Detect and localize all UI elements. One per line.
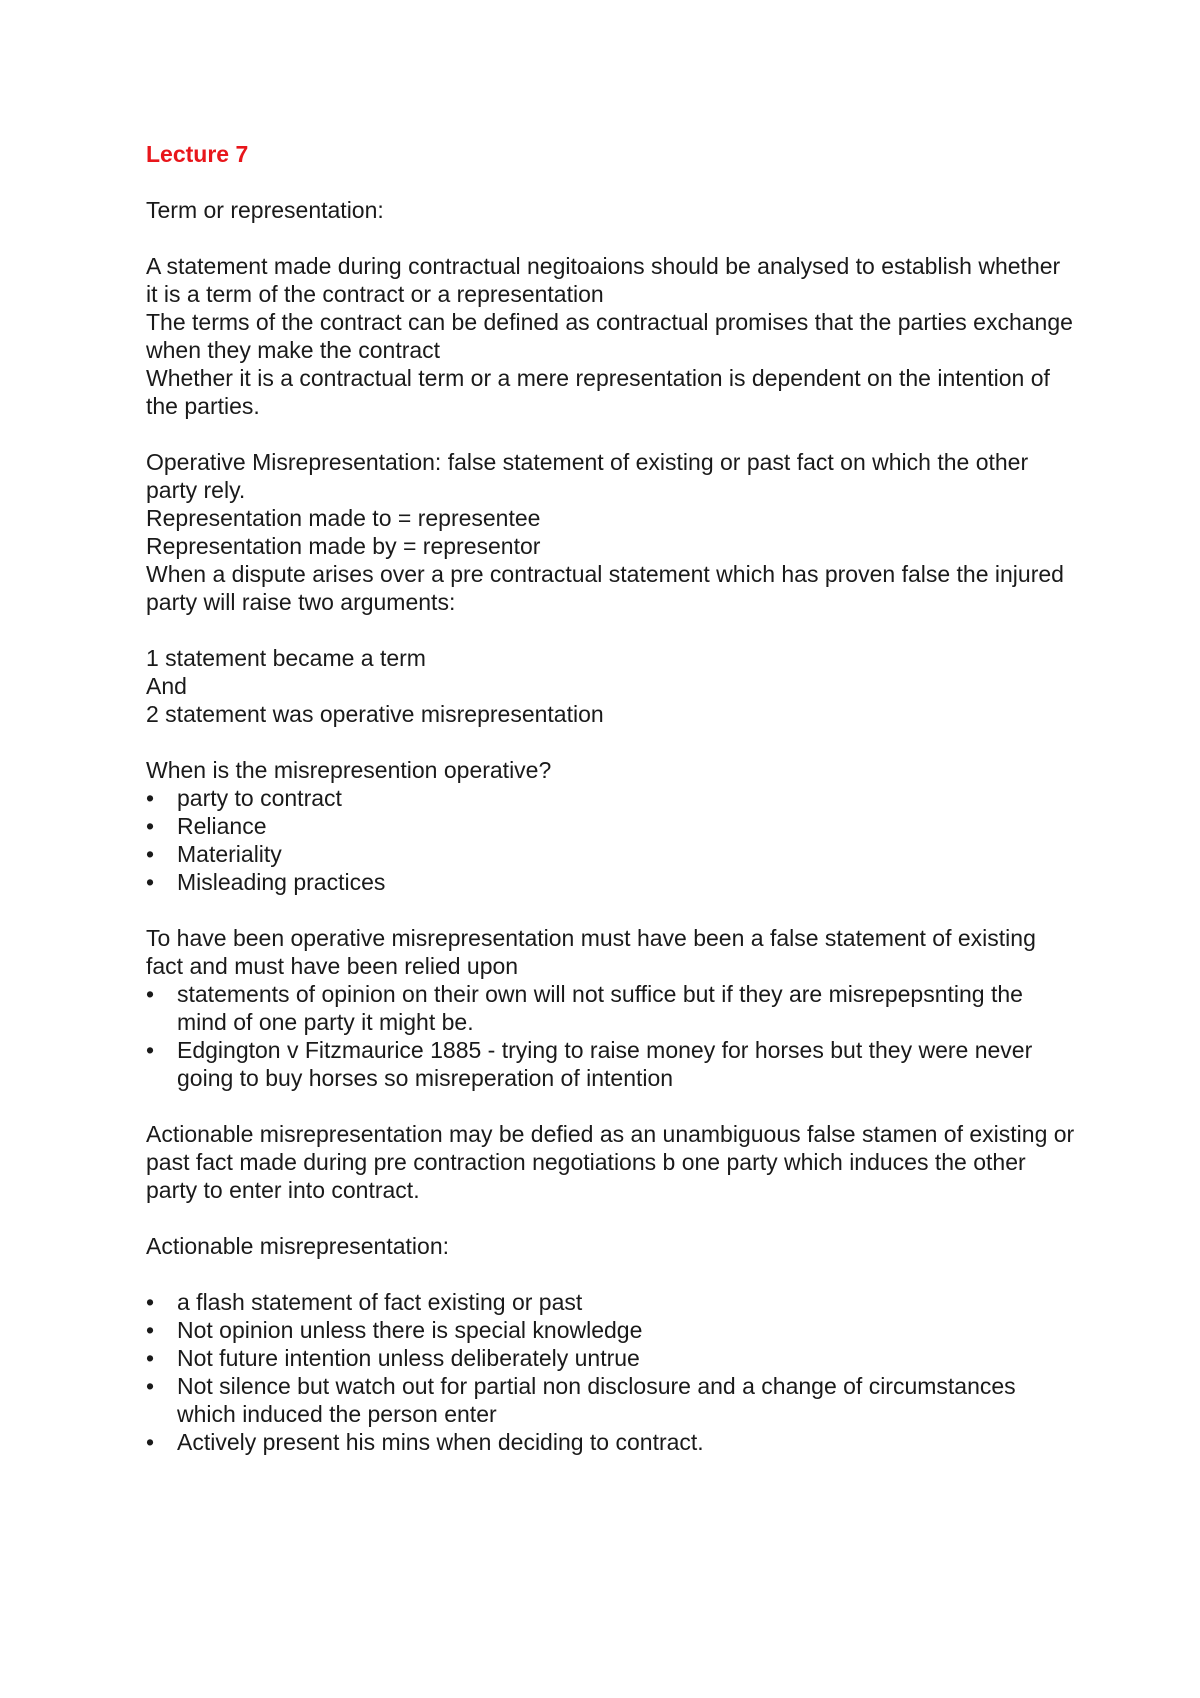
list-item: • a flash statement of fact existing or past <box>146 1288 1076 1316</box>
spacer <box>146 728 1076 756</box>
paragraph-line: To have been operative misrepresentation must have been a false statement of existing fact and must have been relied upon <box>146 925 1036 979</box>
paragraph-line: A statement made during contractual negitoaions should be analysed to establish whether it is a term of the contract or a representation <box>146 253 1061 307</box>
list-item: • Not future intention unless deliberately untrue <box>146 1344 1076 1372</box>
argument-line: 1 statement became a term <box>146 645 426 671</box>
paragraph-line: Representation made to = representee <box>146 505 541 531</box>
list-item: • Not silence but watch out for partial non disclosure and a change of circumstances which induced the person enter <box>146 1372 1076 1428</box>
list-item: • party to contract <box>146 784 1076 812</box>
lecture-title: Lecture 7 <box>146 141 249 167</box>
spacer <box>146 224 1076 252</box>
spacer <box>146 420 1076 448</box>
paragraph-line: When a dispute arises over a pre contractual statement which has proven false the injured party will raise two arguments: <box>146 561 1064 615</box>
paragraph-line: Representation made by = representor <box>146 533 541 559</box>
list-item: • Materiality <box>146 840 1076 868</box>
actionable-list <box>146 1288 1076 1456</box>
argument-line: 2 statement was operative misrepresentation <box>146 701 604 727</box>
spacer <box>146 1204 1076 1232</box>
intro-heading: Term or representation: <box>146 197 384 223</box>
spacer <box>146 1092 1076 1120</box>
list-item: • Actively present his mins when deciding to contract. <box>146 1428 1076 1456</box>
spacer <box>146 1260 1076 1288</box>
list-item: • Not opinion unless there is special knowledge <box>146 1316 1076 1344</box>
document-page <box>146 140 1076 1456</box>
paragraph-line: Whether it is a contractual term or a mere representation is dependent on the intention of the parties. <box>146 365 1050 419</box>
list-item: • Edgington v Fitzmaurice 1885 - trying to raise money for horses but they were never going to buy horses so misreperation of intention <box>146 1036 1076 1092</box>
argument-line: And <box>146 673 187 699</box>
list-item: • statements of opinion on their own will not suffice but if they are misrepepsnting the mind of one party it might be. <box>146 980 1076 1036</box>
paragraph-line: Actionable misrepresentation may be defied as an unambiguous false stamen of existing or past fact made during pre contraction negotiations b one party which induces the other party to enter into contract. <box>146 1121 1075 1203</box>
spacer <box>146 896 1076 924</box>
opinion-list <box>146 980 1076 1092</box>
list-item: • Misleading practices <box>146 868 1076 896</box>
spacer <box>146 616 1076 644</box>
operative-list <box>146 784 1076 896</box>
operative-question: When is the misrepresention operative? <box>146 757 552 783</box>
paragraph-line: The terms of the contract can be defined as contractual promises that the parties exchange when they make the contract <box>146 309 1073 363</box>
paragraph-line: Operative Misrepresentation: false statement of existing or past fact on which the other party rely. <box>146 449 1029 503</box>
actionable-heading: Actionable misrepresentation: <box>146 1233 449 1259</box>
list-item: • Reliance <box>146 812 1076 840</box>
